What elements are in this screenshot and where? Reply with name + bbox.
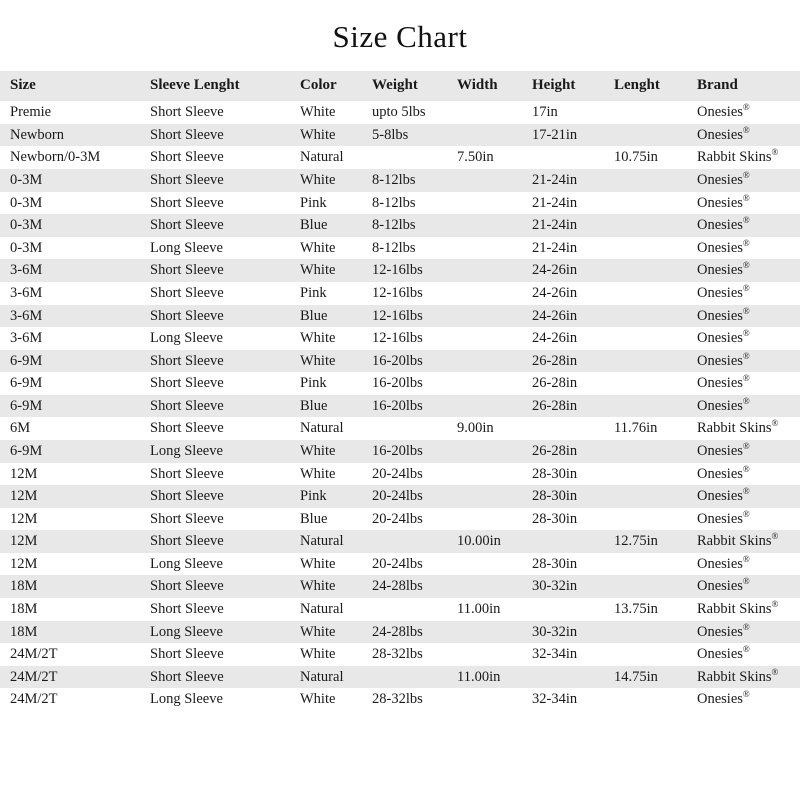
table-header: [0, 71, 800, 101]
cell-width: [457, 350, 532, 373]
cell-height: 30-32in: [532, 575, 614, 598]
table-row: [0, 508, 800, 531]
cell-color: White: [300, 327, 372, 350]
cell-width: 10.00in: [457, 530, 532, 553]
cell-weight: [372, 146, 457, 169]
cell-brand: Onesies®: [697, 463, 800, 486]
cell-size: 18M: [0, 621, 150, 644]
cell-brand: Onesies®: [697, 282, 800, 305]
cell-color: Natural: [300, 598, 372, 621]
cell-width: [457, 575, 532, 598]
cell-width: [457, 643, 532, 666]
cell-color: Natural: [300, 417, 372, 440]
cell-color: White: [300, 101, 372, 124]
cell-size: 12M: [0, 463, 150, 486]
cell-size: 24M/2T: [0, 666, 150, 689]
cell-color: Blue: [300, 508, 372, 531]
cell-width: [457, 553, 532, 576]
table-row: [0, 666, 800, 689]
cell-sleeve-lenght: Short Sleeve: [150, 259, 300, 282]
cell-weight: 12-16lbs: [372, 259, 457, 282]
cell-height: 21-24in: [532, 214, 614, 237]
cell-weight: 8-12lbs: [372, 192, 457, 215]
cell-lenght: [614, 508, 697, 531]
cell-lenght: [614, 643, 697, 666]
cell-width: [457, 440, 532, 463]
table-body: [0, 101, 800, 711]
cell-lenght: [614, 327, 697, 350]
cell-size: Newborn/0-3M: [0, 146, 150, 169]
cell-brand: Onesies®: [697, 237, 800, 260]
column-header-width: Width: [457, 71, 532, 101]
cell-sleeve-lenght: Long Sleeve: [150, 688, 300, 711]
cell-color: Blue: [300, 305, 372, 328]
cell-brand: Onesies®: [697, 101, 800, 124]
cell-lenght: [614, 305, 697, 328]
cell-sleeve-lenght: Long Sleeve: [150, 553, 300, 576]
cell-lenght: [614, 282, 697, 305]
cell-lenght: [614, 192, 697, 215]
cell-sleeve-lenght: Short Sleeve: [150, 192, 300, 215]
cell-size: 0-3M: [0, 169, 150, 192]
cell-size: 12M: [0, 553, 150, 576]
table-header-row: [0, 71, 800, 101]
cell-brand: Onesies®: [697, 305, 800, 328]
cell-sleeve-lenght: Short Sleeve: [150, 666, 300, 689]
cell-brand: Onesies®: [697, 214, 800, 237]
cell-size: 24M/2T: [0, 643, 150, 666]
table-row: [0, 485, 800, 508]
cell-size: 6-9M: [0, 395, 150, 418]
cell-color: Pink: [300, 372, 372, 395]
column-header-lenght: Lenght: [614, 71, 697, 101]
cell-width: [457, 395, 532, 418]
size-chart-table: [0, 71, 800, 711]
table-row: [0, 214, 800, 237]
cell-sleeve-lenght: Short Sleeve: [150, 214, 300, 237]
cell-width: [457, 327, 532, 350]
cell-height: [532, 530, 614, 553]
cell-lenght: [614, 463, 697, 486]
cell-weight: 20-24lbs: [372, 485, 457, 508]
cell-sleeve-lenght: Long Sleeve: [150, 237, 300, 260]
cell-sleeve-lenght: Short Sleeve: [150, 598, 300, 621]
cell-lenght: [614, 440, 697, 463]
cell-height: 21-24in: [532, 192, 614, 215]
cell-weight: 12-16lbs: [372, 327, 457, 350]
table-row: [0, 305, 800, 328]
table-row: [0, 440, 800, 463]
cell-sleeve-lenght: Long Sleeve: [150, 327, 300, 350]
table-row: [0, 101, 800, 124]
cell-color: White: [300, 553, 372, 576]
cell-height: 26-28in: [532, 372, 614, 395]
cell-height: [532, 598, 614, 621]
cell-color: White: [300, 169, 372, 192]
cell-brand: Rabbit Skins®: [697, 146, 800, 169]
table-row: [0, 621, 800, 644]
cell-brand: Onesies®: [697, 192, 800, 215]
cell-height: 26-28in: [532, 395, 614, 418]
cell-size: 3-6M: [0, 327, 150, 350]
cell-height: 30-32in: [532, 621, 614, 644]
cell-weight: 20-24lbs: [372, 508, 457, 531]
cell-height: 28-30in: [532, 553, 614, 576]
cell-lenght: 11.76in: [614, 417, 697, 440]
cell-width: [457, 259, 532, 282]
cell-color: Natural: [300, 146, 372, 169]
cell-width: [457, 305, 532, 328]
cell-lenght: [614, 372, 697, 395]
cell-sleeve-lenght: Long Sleeve: [150, 440, 300, 463]
cell-height: 21-24in: [532, 237, 614, 260]
cell-height: 28-30in: [532, 508, 614, 531]
cell-brand: Onesies®: [697, 169, 800, 192]
column-header-sleeve-lenght: Sleeve Lenght: [150, 71, 300, 101]
cell-width: [457, 485, 532, 508]
cell-height: 24-26in: [532, 259, 614, 282]
cell-sleeve-lenght: Short Sleeve: [150, 643, 300, 666]
cell-color: White: [300, 237, 372, 260]
cell-height: 17in: [532, 101, 614, 124]
cell-color: White: [300, 643, 372, 666]
cell-size: 3-6M: [0, 259, 150, 282]
cell-sleeve-lenght: Short Sleeve: [150, 372, 300, 395]
cell-brand: Onesies®: [697, 124, 800, 147]
cell-width: [457, 192, 532, 215]
cell-sleeve-lenght: Short Sleeve: [150, 124, 300, 147]
cell-color: Natural: [300, 530, 372, 553]
cell-sleeve-lenght: Short Sleeve: [150, 508, 300, 531]
cell-weight: 28-32lbs: [372, 643, 457, 666]
cell-lenght: [614, 237, 697, 260]
cell-color: Pink: [300, 282, 372, 305]
cell-height: 24-26in: [532, 282, 614, 305]
cell-color: Pink: [300, 192, 372, 215]
cell-weight: 8-12lbs: [372, 214, 457, 237]
cell-sleeve-lenght: Short Sleeve: [150, 395, 300, 418]
cell-size: 0-3M: [0, 192, 150, 215]
cell-color: White: [300, 621, 372, 644]
cell-lenght: [614, 259, 697, 282]
cell-lenght: 12.75in: [614, 530, 697, 553]
column-header-weight: Weight: [372, 71, 457, 101]
cell-sleeve-lenght: Short Sleeve: [150, 101, 300, 124]
cell-size: 0-3M: [0, 214, 150, 237]
cell-weight: 24-28lbs: [372, 575, 457, 598]
cell-lenght: [614, 688, 697, 711]
cell-size: 6-9M: [0, 372, 150, 395]
cell-color: White: [300, 440, 372, 463]
cell-weight: 16-20lbs: [372, 372, 457, 395]
cell-width: [457, 282, 532, 305]
cell-width: [457, 463, 532, 486]
cell-brand: Onesies®: [697, 485, 800, 508]
cell-lenght: [614, 214, 697, 237]
cell-weight: [372, 666, 457, 689]
cell-height: 32-34in: [532, 643, 614, 666]
cell-weight: 8-12lbs: [372, 237, 457, 260]
cell-weight: 16-20lbs: [372, 395, 457, 418]
table-row: [0, 372, 800, 395]
cell-width: [457, 169, 532, 192]
cell-brand: Rabbit Skins®: [697, 417, 800, 440]
cell-sleeve-lenght: Short Sleeve: [150, 463, 300, 486]
cell-brand: Onesies®: [697, 643, 800, 666]
cell-weight: 5-8lbs: [372, 124, 457, 147]
cell-height: 32-34in: [532, 688, 614, 711]
table-row: [0, 688, 800, 711]
table-row: [0, 282, 800, 305]
cell-color: Blue: [300, 214, 372, 237]
cell-width: [457, 621, 532, 644]
cell-brand: Onesies®: [697, 688, 800, 711]
cell-weight: 8-12lbs: [372, 169, 457, 192]
cell-width: [457, 214, 532, 237]
cell-color: White: [300, 259, 372, 282]
cell-sleeve-lenght: Short Sleeve: [150, 282, 300, 305]
cell-weight: upto 5lbs: [372, 101, 457, 124]
cell-weight: 16-20lbs: [372, 440, 457, 463]
column-header-brand: Brand: [697, 71, 800, 101]
table-row: [0, 327, 800, 350]
cell-weight: 12-16lbs: [372, 282, 457, 305]
cell-weight: 20-24lbs: [372, 553, 457, 576]
cell-lenght: [614, 575, 697, 598]
cell-color: Pink: [300, 485, 372, 508]
cell-width: [457, 508, 532, 531]
cell-height: 28-30in: [532, 485, 614, 508]
table-row: [0, 259, 800, 282]
cell-height: 26-28in: [532, 440, 614, 463]
table-row: [0, 169, 800, 192]
cell-width: 9.00in: [457, 417, 532, 440]
cell-size: Premie: [0, 101, 150, 124]
cell-width: 11.00in: [457, 666, 532, 689]
cell-brand: Rabbit Skins®: [697, 666, 800, 689]
cell-height: 26-28in: [532, 350, 614, 373]
cell-lenght: [614, 350, 697, 373]
cell-brand: Onesies®: [697, 553, 800, 576]
cell-lenght: [614, 124, 697, 147]
cell-brand: Onesies®: [697, 575, 800, 598]
cell-size: 6M: [0, 417, 150, 440]
cell-size: 18M: [0, 598, 150, 621]
table-row: [0, 598, 800, 621]
cell-weight: 20-24lbs: [372, 463, 457, 486]
cell-size: 6-9M: [0, 440, 150, 463]
table-row: [0, 575, 800, 598]
cell-width: [457, 688, 532, 711]
cell-lenght: [614, 485, 697, 508]
cell-brand: Onesies®: [697, 372, 800, 395]
cell-color: White: [300, 124, 372, 147]
cell-weight: [372, 530, 457, 553]
column-header-color: Color: [300, 71, 372, 101]
cell-sleeve-lenght: Short Sleeve: [150, 530, 300, 553]
cell-size: 3-6M: [0, 282, 150, 305]
cell-lenght: 10.75in: [614, 146, 697, 169]
cell-brand: Onesies®: [697, 621, 800, 644]
cell-sleeve-lenght: Long Sleeve: [150, 621, 300, 644]
cell-size: 3-6M: [0, 305, 150, 328]
cell-weight: 28-32lbs: [372, 688, 457, 711]
table-row: [0, 553, 800, 576]
cell-size: 6-9M: [0, 350, 150, 373]
column-header-size: Size: [0, 71, 150, 101]
table-row: [0, 192, 800, 215]
cell-size: 18M: [0, 575, 150, 598]
cell-sleeve-lenght: Short Sleeve: [150, 485, 300, 508]
cell-color: Natural: [300, 666, 372, 689]
cell-color: White: [300, 350, 372, 373]
cell-sleeve-lenght: Short Sleeve: [150, 146, 300, 169]
cell-brand: Onesies®: [697, 327, 800, 350]
table-row: [0, 643, 800, 666]
cell-weight: 24-28lbs: [372, 621, 457, 644]
cell-lenght: [614, 169, 697, 192]
cell-color: White: [300, 575, 372, 598]
cell-lenght: [614, 101, 697, 124]
cell-height: 24-26in: [532, 305, 614, 328]
cell-sleeve-lenght: Short Sleeve: [150, 575, 300, 598]
cell-width: [457, 101, 532, 124]
cell-color: White: [300, 688, 372, 711]
cell-brand: Rabbit Skins®: [697, 530, 800, 553]
cell-lenght: [614, 621, 697, 644]
cell-width: [457, 237, 532, 260]
cell-size: 24M/2T: [0, 688, 150, 711]
table-row: [0, 350, 800, 373]
table-row: [0, 237, 800, 260]
cell-size: 12M: [0, 530, 150, 553]
table-row: [0, 463, 800, 486]
page-title: Size Chart: [332, 19, 468, 54]
table-row: [0, 124, 800, 147]
table-row: [0, 417, 800, 440]
table-row: [0, 530, 800, 553]
cell-width: 11.00in: [457, 598, 532, 621]
cell-size: 12M: [0, 508, 150, 531]
cell-height: 21-24in: [532, 169, 614, 192]
cell-sleeve-lenght: Short Sleeve: [150, 350, 300, 373]
cell-sleeve-lenght: Short Sleeve: [150, 417, 300, 440]
cell-height: 28-30in: [532, 463, 614, 486]
cell-weight: [372, 417, 457, 440]
cell-sleeve-lenght: Short Sleeve: [150, 305, 300, 328]
cell-size: Newborn: [0, 124, 150, 147]
cell-height: [532, 666, 614, 689]
cell-lenght: 13.75in: [614, 598, 697, 621]
cell-weight: 12-16lbs: [372, 305, 457, 328]
cell-brand: Onesies®: [697, 395, 800, 418]
cell-brand: Onesies®: [697, 259, 800, 282]
cell-width: 7.50in: [457, 146, 532, 169]
table-row: [0, 146, 800, 169]
cell-brand: Rabbit Skins®: [697, 598, 800, 621]
cell-height: 24-26in: [532, 327, 614, 350]
cell-height: [532, 417, 614, 440]
cell-brand: Onesies®: [697, 508, 800, 531]
cell-size: 12M: [0, 485, 150, 508]
cell-width: [457, 124, 532, 147]
cell-lenght: 14.75in: [614, 666, 697, 689]
cell-height: 17-21in: [532, 124, 614, 147]
cell-weight: 16-20lbs: [372, 350, 457, 373]
column-header-height: Height: [532, 71, 614, 101]
cell-color: Blue: [300, 395, 372, 418]
cell-lenght: [614, 395, 697, 418]
cell-color: White: [300, 463, 372, 486]
cell-brand: Onesies®: [697, 440, 800, 463]
table-row: [0, 395, 800, 418]
cell-size: 0-3M: [0, 237, 150, 260]
cell-sleeve-lenght: Short Sleeve: [150, 169, 300, 192]
cell-brand: Onesies®: [697, 350, 800, 373]
cell-lenght: [614, 553, 697, 576]
cell-width: [457, 372, 532, 395]
cell-height: [532, 146, 614, 169]
cell-weight: [372, 598, 457, 621]
